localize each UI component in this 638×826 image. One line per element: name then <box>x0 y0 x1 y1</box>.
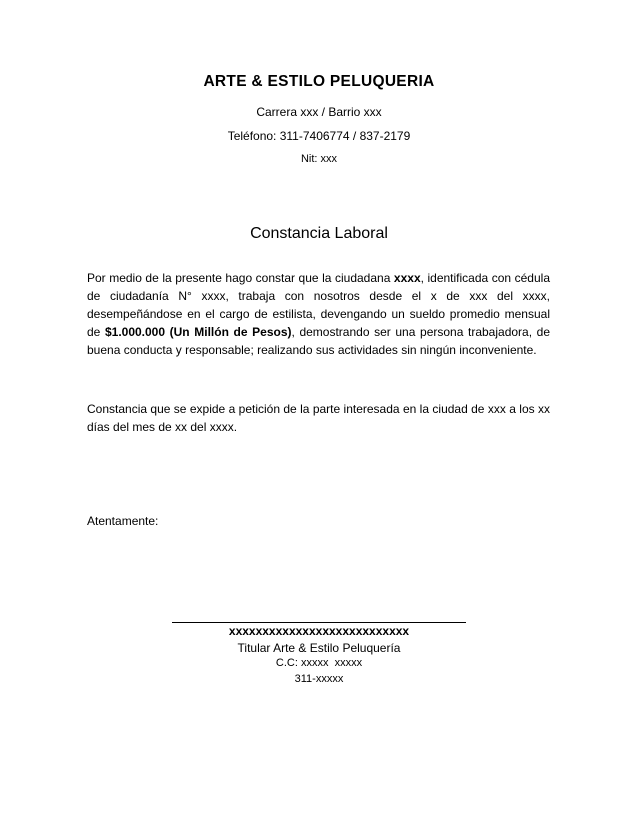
signer-role: Titular Arte & Estilo Peluquería <box>237 641 401 655</box>
signer-id: C.C: xxxxx xxxxx <box>275 657 363 669</box>
paragraph-text: , identificada con cédula de ciudadanía N° xxxx, trabaja con nosotros desde el x de xxx del xxxx, desempeñándose en el cargo de estilista, devengando un sueldo promedio mensual de <box>87 271 550 339</box>
body-paragraph-1 <box>87 269 550 359</box>
signature-line <box>172 622 466 623</box>
company-nit: Nit: xxx <box>300 153 338 165</box>
company-name: ARTE & ESTILO PELUQUERIA <box>203 73 435 90</box>
closing-salutation: Atentamente: <box>87 514 159 528</box>
company-address: Carrera xxx / Barrio xxx <box>256 105 382 119</box>
signer-name: xxxxxxxxxxxxxxxxxxxxxxxxxxx <box>228 624 410 638</box>
company-phone: Teléfono: 311-7406774 / 837-2179 <box>227 129 411 143</box>
paragraph-text: Por medio de la presente hago constar que la ciudadana <box>87 271 394 285</box>
employee-name: xxxx <box>393 271 421 285</box>
salary-amount: $1.000.000 (Un Millón de Pesos) <box>104 325 292 339</box>
document-title: Constancia Laboral <box>250 225 388 242</box>
paragraph-text: , demostrando ser una persona trabajadora, de buena conducta y responsable; realizando sus actividades sin ningún inconveniente. <box>87 325 551 357</box>
signer-phone: 311-xxxxx <box>294 673 344 685</box>
body-paragraph-2: Constancia que se expide a petición de la parte interesada en la ciudad de xxx a los xx días del mes de xx del xxxx. <box>87 402 550 434</box>
